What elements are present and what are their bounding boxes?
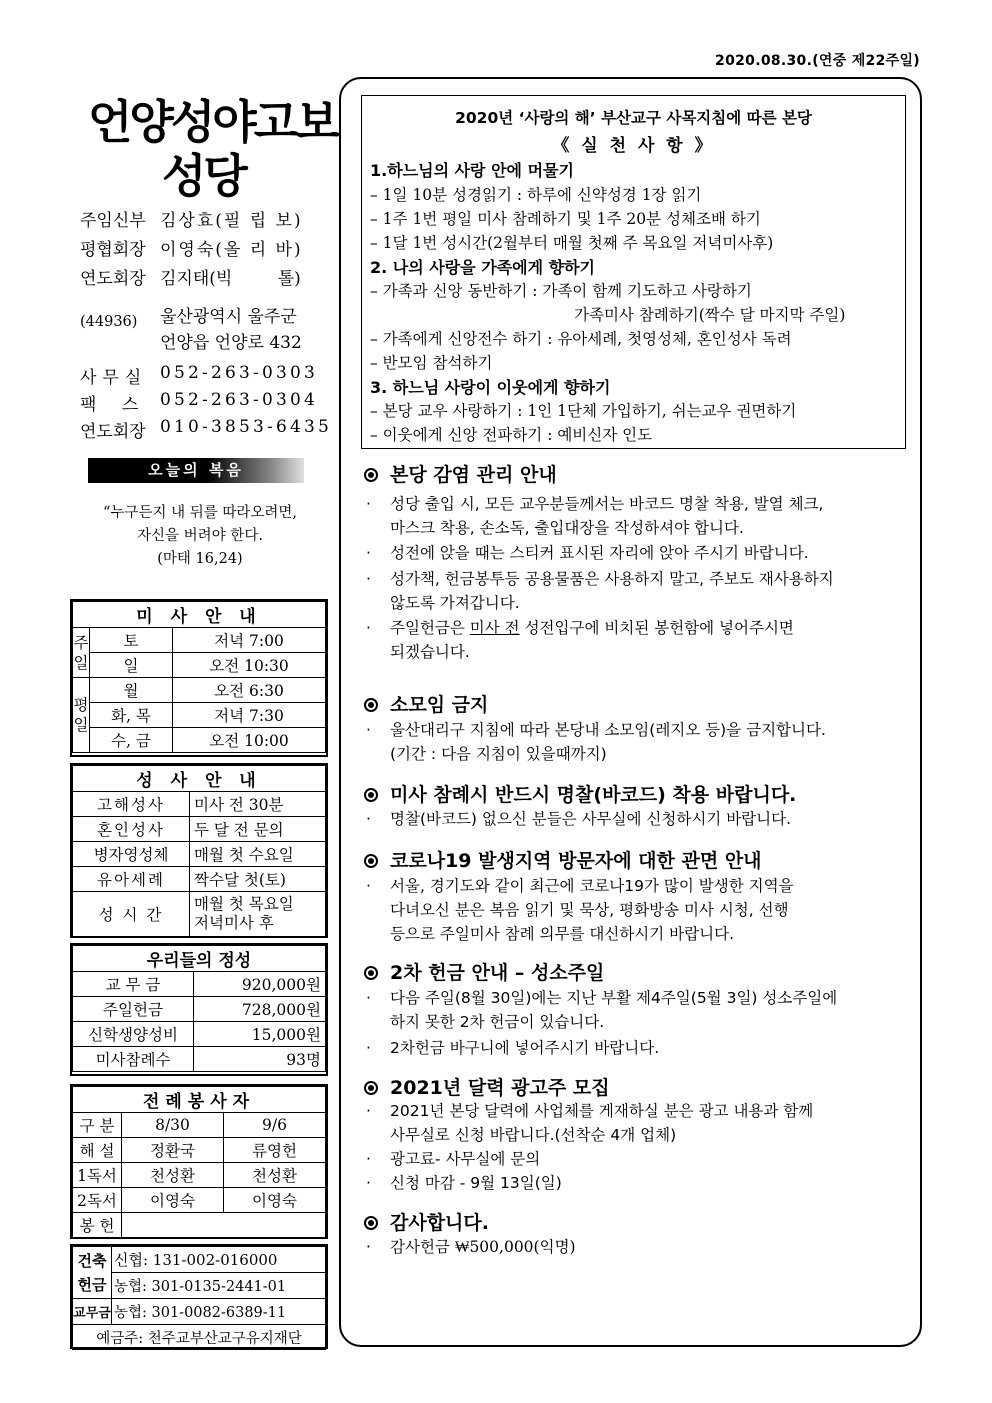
notice-title: 2021년 달력 광고주 모집 [390, 1077, 610, 1099]
notice-text: 광고료- 사무실에 문의 [390, 1150, 541, 1168]
notice-text: 2021년 본당 달력에 사업체를 게재하실 분은 광고 내용과 함께 [390, 1102, 814, 1120]
notice-item [366, 1099, 906, 1147]
liturgy-header: 전례봉사자 [73, 1087, 326, 1113]
mass-time: 오전 10:00 [173, 728, 326, 753]
offering-amount: 920,000원 [194, 972, 326, 997]
sacrament-name: 성 시 간 [73, 892, 190, 937]
pastoral-line: – 1일 10분 성경읽기 : 하루에 신약성경 1장 읽기 [370, 186, 702, 204]
notice-text: 하지 못한 2차 헌금이 있습니다. [390, 1013, 605, 1031]
bullet-dot-icon: · [366, 544, 371, 562]
mass-time: 저녁 7:00 [173, 628, 326, 653]
target-bullet-icon [364, 1081, 378, 1095]
notice-item [366, 567, 906, 615]
liturgy-person: 이영숙 [224, 1188, 326, 1213]
bullet-dot-icon: · [366, 1039, 371, 1057]
notice-text: 주일헌금은 [390, 619, 470, 637]
liturgy-role: 1독서 [73, 1163, 122, 1188]
gospel-quote [80, 502, 320, 571]
sacrament-info: 두 달 전 문의 [190, 817, 326, 842]
pastoral-line: – 본당 교우 사랑하기 : 1인 1단체 가입하기, 쉬는교우 권면하기 [370, 402, 797, 420]
pastoral-heading: 1.하느님의 사랑 안에 머물기 [370, 161, 574, 180]
offering-name: 주일헌금 [73, 997, 194, 1022]
mass-day: 화, 목 [90, 703, 173, 728]
mass-day: 일 [90, 653, 173, 678]
liturgy-table [72, 1086, 326, 1238]
fax-number: 052-263-0304 [160, 390, 319, 410]
notice-text: 성당 출입 시, 모든 교우분들께서는 바코드 명찰 착용, 발열 체크, [390, 495, 824, 513]
liturgy-col-label: 구 분 [73, 1113, 122, 1138]
gospel-header: 오늘의 복음 [88, 458, 304, 483]
sacrament-info: 미사 전 30분 [190, 792, 326, 817]
offering-amount: 728,000원 [194, 997, 326, 1022]
notice-item [366, 807, 906, 831]
mass-day: 수, 금 [90, 728, 173, 753]
notice-item [366, 541, 906, 565]
sacrament-info: 짝수달 첫(토) [190, 867, 326, 892]
building-fund-label-line2: 헌금 [77, 1275, 107, 1294]
contact-label: 사무실 [80, 368, 148, 388]
contact-label: 연도회장 [80, 422, 146, 442]
liturgy-role: 봉 헌 [73, 1213, 122, 1238]
mass-time: 저녁 7:30 [173, 703, 326, 728]
liturgy-person: 류영헌 [224, 1138, 326, 1163]
sacrament-info: 매월 첫 수요일 [190, 842, 326, 867]
notice-heading [364, 958, 604, 985]
notice-text: 되겠습니다. [390, 643, 470, 661]
parish-info [80, 206, 333, 446]
bullet-dot-icon: · [366, 1150, 371, 1168]
tithe-label: 교무금 [73, 1299, 112, 1325]
notice-text: (기간 : 다음 지침이 있을때까지) [390, 745, 607, 763]
pastoral-title: 2020년 ‘사랑의 해’ 부산교구 사목지침에 따른 본당 [455, 109, 812, 127]
target-bullet-icon [364, 854, 378, 868]
president-phone: 010-3853-6435 [160, 417, 333, 437]
notice-heading [364, 846, 762, 873]
target-bullet-icon [364, 788, 378, 802]
offering-name: 교 무 금 [73, 972, 194, 997]
pastoral-line: 가족미사 참례하기(짝수 달 마지막 주일) [574, 306, 846, 324]
liturgy-person: 이영숙 [122, 1188, 224, 1213]
mass-day: 월 [90, 678, 173, 703]
bullet-dot-icon: · [366, 619, 371, 637]
gospel-line: “누구든지 내 뒤를 따라오려면, [103, 505, 297, 521]
notice-item [366, 1171, 906, 1195]
notice-heading [364, 690, 488, 717]
pastoral-line: – 가족과 신앙 동반하기 : 가족이 함께 기도하고 사랑하기 [370, 282, 752, 300]
notice-text: 등으로 주일미사 참례 의무를 대신하시기 바랍니다. [390, 925, 734, 943]
notice-item [366, 874, 906, 946]
notice-text: 신청 마감 - 9월 13일(일) [390, 1174, 562, 1192]
mass-time: 오전 10:30 [173, 653, 326, 678]
liturgy-person [122, 1213, 326, 1238]
notice-title: 본당 감염 관리 안내 [390, 464, 557, 486]
address-line2: 언양읍 언양로 432 [160, 333, 302, 353]
offering-amount: 93명 [194, 1047, 326, 1072]
notice-item [366, 718, 906, 766]
mass-schedule-header: 미 사 안 내 [73, 602, 326, 628]
liturgy-person: 정환국 [122, 1138, 224, 1163]
staff-role: 연도회장 [80, 269, 146, 289]
notice-item [366, 616, 906, 664]
notice-heading [364, 780, 796, 807]
pastoral-line: – 이웃에게 신앙 전파하기 : 예비신자 인도 [370, 426, 653, 444]
contact-label: 팩 스 [80, 395, 139, 415]
accounts-table [72, 1246, 326, 1350]
pastoral-line: – 반모임 참석하기 [370, 354, 493, 372]
liturgy-role: 해 설 [73, 1138, 122, 1163]
notice-text: 감사헌금 ₩500,000(익명) [390, 1238, 576, 1256]
notice-text: 성가책, 헌금봉투등 공용물품은 사용하지 말고, 주보도 재사용하지 [390, 570, 834, 588]
parish-title-line2: 성당 [162, 149, 245, 203]
staff-role: 주임신부 [80, 211, 146, 231]
pastoral-heading: 3. 하느님 사랑이 이웃에게 향하기 [370, 378, 611, 397]
notice-text: 다녀오신 분은 복음 읽기 및 묵상, 평화방송 미사 시청, 선행 [390, 901, 789, 919]
notice-title: 소모임 금지 [390, 694, 489, 716]
notice-text: 다음 주일(8월 30일)에는 지난 부활 제4주일(5월 3일) 성소주일에 [390, 989, 838, 1007]
bulletin-date: 2020.08.30.(연중 제22주일) [715, 53, 920, 69]
sacraments-header: 성 사 안 내 [73, 766, 326, 792]
sacraments-table [72, 765, 326, 937]
sacrament-info: 매월 첫 목요일 [194, 895, 294, 913]
offerings-table [72, 945, 326, 1072]
staff-name: 김상효(필 립 보) [160, 211, 303, 231]
sacrament-name: 유아세례 [73, 867, 190, 892]
gospel-line: 자신을 버려야 한다. [137, 528, 263, 544]
pastoral-line: – 가족에게 신앙전수 하기 : 유아세례, 첫영성체, 혼인성사 독려 [370, 330, 792, 348]
notice-item [366, 1036, 906, 1060]
parish-title: 언양성야고보 [88, 95, 337, 149]
offering-name: 미사참례수 [73, 1047, 194, 1072]
gospel-reference: (마태 16,24) [157, 551, 243, 567]
staff-role: 평협회장 [80, 240, 146, 260]
sacrament-info-line2: 저녁미사 후 [194, 914, 274, 932]
target-bullet-icon [364, 698, 378, 712]
building-account-2: 농협: 301-0135-2441-01 [112, 1273, 326, 1299]
weekday-group-label: 평일 [73, 678, 90, 753]
mass-schedule-table [72, 601, 326, 753]
tithe-account: 농협: 301-0082-6389-11 [112, 1299, 326, 1325]
pastoral-line: – 1주 1번 평일 미사 참례하기 및 1주 20분 성체조배 하기 [370, 210, 761, 228]
pastoral-heading: 2. 나의 사랑을 가족에게 향하기 [370, 258, 595, 277]
notice-text: 서울, 경기도와 같이 최근에 코로나19가 많이 발생한 지역을 [390, 877, 794, 895]
notice-text: 명찰(바코드) 없으신 분들은 사무실에 신청하시기 바랍니다. [390, 810, 792, 828]
building-account-1: 신협: 131-002-016000 [112, 1247, 326, 1273]
staff-name: 이영숙(올 리 바) [160, 240, 303, 260]
bullet-dot-icon: · [366, 1102, 371, 1120]
offerings-header: 우리들의 정성 [73, 946, 326, 972]
notice-item [366, 492, 906, 540]
sacrament-name: 고해성사 [73, 792, 190, 817]
target-bullet-icon [364, 1216, 378, 1230]
notice-text: 성전에 앉을 때는 스티커 표시된 자리에 앉아 주시기 바랍니다. [390, 544, 809, 562]
notice-item [366, 1235, 906, 1259]
notice-text: 마스크 착용, 손소독, 출입대장을 작성하셔야 합니다. [390, 519, 744, 537]
pastoral-subtitle: 《 실 천 사 항 》 [552, 136, 715, 156]
notice-heading [364, 460, 557, 487]
bullet-dot-icon: · [366, 877, 371, 895]
postcode: (44936) [80, 314, 138, 330]
account-holder: 예금주: 천주교부산교구유지재단 [73, 1325, 326, 1350]
target-bullet-icon [364, 468, 378, 482]
liturgy-role: 2독서 [73, 1188, 122, 1213]
bullet-dot-icon: · [366, 1174, 371, 1192]
sacrament-name: 병자영성체 [73, 842, 190, 867]
sunday-group-label: 주일 [73, 628, 90, 678]
notice-text: 않도록 가져갑니다. [390, 594, 520, 612]
address-line1: 울산광역시 울주군 [160, 307, 297, 327]
office-phone: 052-263-0303 [160, 363, 319, 383]
offering-name: 신학생양성비 [73, 1022, 194, 1047]
notice-title: 2차 헌금 안내 – 성소주일 [390, 962, 605, 984]
bullet-dot-icon: · [366, 721, 371, 739]
staff-name: 김지태(빅 톨) [160, 269, 301, 289]
notice-title: 코로나19 발생지역 방문자에 대한 관면 안내 [390, 850, 762, 872]
notice-text: 사무실로 신청 바랍니다.(선착순 4개 업체) [390, 1126, 677, 1144]
notice-item [366, 1147, 906, 1171]
notice-heading [364, 1208, 489, 1235]
bullet-dot-icon: · [366, 1238, 371, 1256]
notice-text: 성전입구에 비치된 봉헌함에 넣어주시면 [519, 619, 794, 637]
notice-text: 울산대리구 지침에 따라 본당내 소모임(레지오 등)을 금지합니다. [390, 721, 826, 739]
notice-item [366, 986, 906, 1034]
liturgy-person: 천성환 [224, 1163, 326, 1188]
bullet-dot-icon: · [366, 989, 371, 1007]
notice-title: 미사 참례시 반드시 명찰(바코드) 착용 바랍니다. [390, 784, 797, 806]
bullet-dot-icon: · [366, 810, 371, 828]
liturgy-date: 9/6 [224, 1113, 326, 1138]
liturgy-date: 8/30 [122, 1113, 224, 1138]
target-bullet-icon [364, 966, 378, 980]
pastoral-line: – 1달 1번 성시간(2월부터 매월 첫째 주 목요일 저녁미사후) [370, 234, 774, 252]
notice-underlined-text: 미사 전 [469, 619, 520, 637]
bullet-dot-icon: · [366, 495, 371, 513]
notice-text: 2차헌금 바구니에 넣어주시기 바랍니다. [390, 1039, 660, 1057]
bullet-dot-icon: · [366, 570, 371, 588]
offering-amount: 15,000원 [194, 1022, 326, 1047]
mass-day: 토 [90, 628, 173, 653]
notice-title: 감사합니다. [390, 1212, 489, 1234]
building-fund-label: 건축 [77, 1251, 107, 1270]
liturgy-person: 천성환 [122, 1163, 224, 1188]
notice-heading [364, 1073, 610, 1100]
sacrament-name: 혼인성사 [73, 817, 190, 842]
mass-time: 오전 6:30 [173, 678, 326, 703]
